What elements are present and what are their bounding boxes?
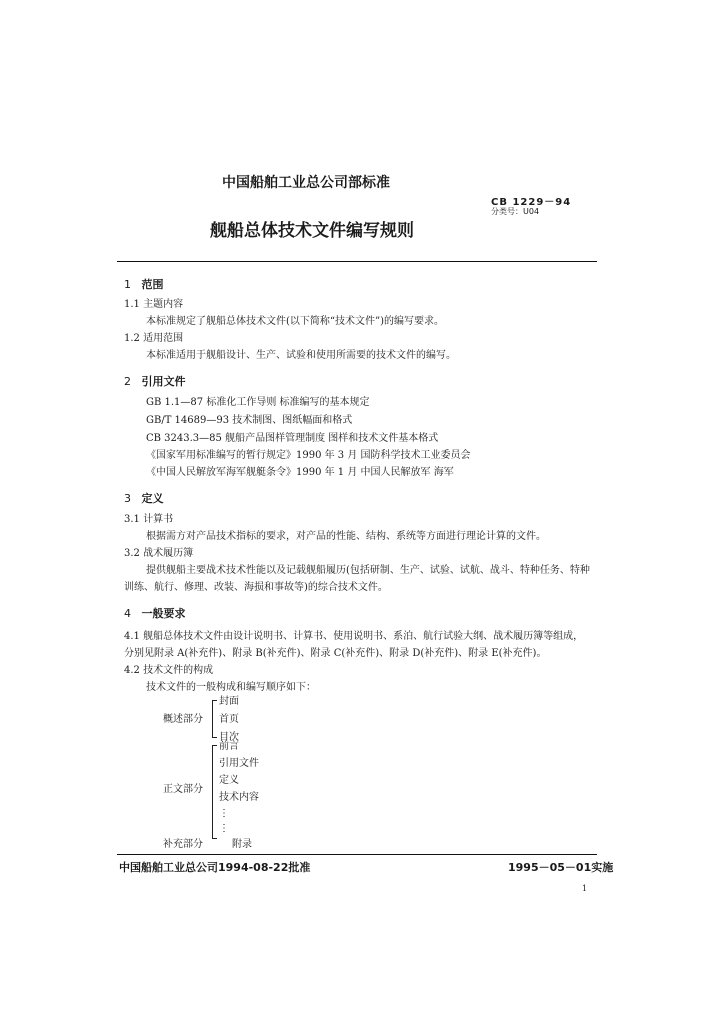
brace-overview (212, 700, 217, 738)
section-number: 3 (124, 492, 131, 505)
issuing-organization-title: 中国船舶工业总公司部标准 (222, 175, 390, 191)
group-item: 定义 (219, 775, 239, 786)
group-item: 引用文件 (219, 758, 259, 769)
effective-date: 1995－05－01实施 (508, 861, 614, 874)
section-4-heading (124, 605, 186, 621)
section-3-heading (124, 490, 164, 506)
document-title: 舰船总体技术文件编写规则 (210, 221, 414, 241)
section-number: 4 (124, 607, 131, 620)
group-label-main: 正文部分 (163, 784, 203, 795)
subsection-4-2-title: 4.2 技术文件的构成 (124, 665, 214, 676)
approval-date: 中国船舶工业总公司1994-08-22批准 (119, 861, 311, 874)
reference-item: 《中国人民解放军海军舰艇条令》1990 年 1 月 中国人民解放军 海军 (146, 467, 454, 478)
group-item: 封面 (219, 696, 239, 707)
subsection-4-1-text-line2: 分别见附录 A(补充件)、附录 B(补充件)、附录 C(补充件)、附录 D(补充件)、附录 E(补充件)。 (124, 648, 547, 659)
group-item: 目次 (219, 732, 239, 743)
subsection-4-2-intro: 技术文件的一般构成和编写顺序如下： (146, 682, 316, 693)
group-item: 附录 (232, 839, 252, 850)
section-title: 定义 (141, 492, 164, 505)
subsection-1-2-text: 本标准适用于舰船设计、生产、试验和使用所需要的技术文件的编写。 (146, 350, 456, 361)
subsection-3-2-title: 3.2 战术履历簿 (124, 548, 194, 559)
group-item: ⋮ (219, 808, 229, 819)
subsection-4-1-text-line1: 4.1 舰船总体技术文件由设计说明书、计算书、使用说明书、系泊、航行试验大纲、战术履历簿等组成， (124, 631, 584, 642)
group-label-supplement: 补充部分 (163, 839, 203, 850)
group-item: ⋮ (219, 823, 229, 834)
subsection-1-2-title: 1.2 适用范围 (124, 333, 184, 344)
section-title: 引用文件 (141, 375, 186, 388)
reference-item: GB/T 14689—93 技术制图、图纸幅面和格式 (146, 415, 353, 426)
section-title: 范围 (141, 278, 164, 291)
footer-divider (117, 854, 597, 855)
section-2-heading (124, 373, 186, 389)
section-title: 一般要求 (141, 607, 186, 620)
subsection-1-1-text: 本标准规定了舰船总体技术文件(以下简称“技术文件”)的编写要求。 (146, 316, 445, 327)
section-1-heading (124, 276, 164, 292)
group-item: 首页 (219, 714, 239, 725)
reference-item: CB 3243.3—85 舰船产品图样管理制度 图样和技术文件基本格式 (146, 433, 439, 444)
reference-item: GB 1.1—87 标准化工作导则 标准编写的基本规定 (146, 397, 370, 408)
section-number: 2 (124, 375, 131, 388)
brace-main (212, 745, 217, 839)
standard-code: CB 1229－94 (491, 197, 572, 208)
subsection-3-1-title: 3.1 计算书 (124, 514, 174, 525)
classification-number: 分类号：U04 (491, 207, 540, 216)
subsection-3-2-text-line1: 提供舰船主要战术技术性能以及记载舰船履历(包括研制、生产、试验、试航、战斗、特种任务、特种 (146, 565, 590, 576)
group-item: 技术内容 (219, 792, 259, 803)
subsection-3-1-text: 根据需方对产品技术指标的要求，对产品的性能、结构、系统等方面进行理论计算的文件。 (146, 531, 546, 542)
section-number: 1 (124, 278, 131, 291)
reference-item: 《国家军用标准编写的暂行规定》1990 年 3 月 国防科学技术工业委员会 (146, 450, 471, 461)
header-divider (117, 261, 597, 262)
page-number: 1 (582, 884, 588, 893)
subsection-3-2-text-line2: 训练、航行、修理、改装、海损和事故等)的综合技术文件。 (124, 582, 388, 593)
group-item: 前言 (219, 741, 239, 752)
subsection-1-1-title: 1.1 主题内容 (124, 299, 184, 310)
group-label-overview: 概述部分 (163, 714, 203, 725)
